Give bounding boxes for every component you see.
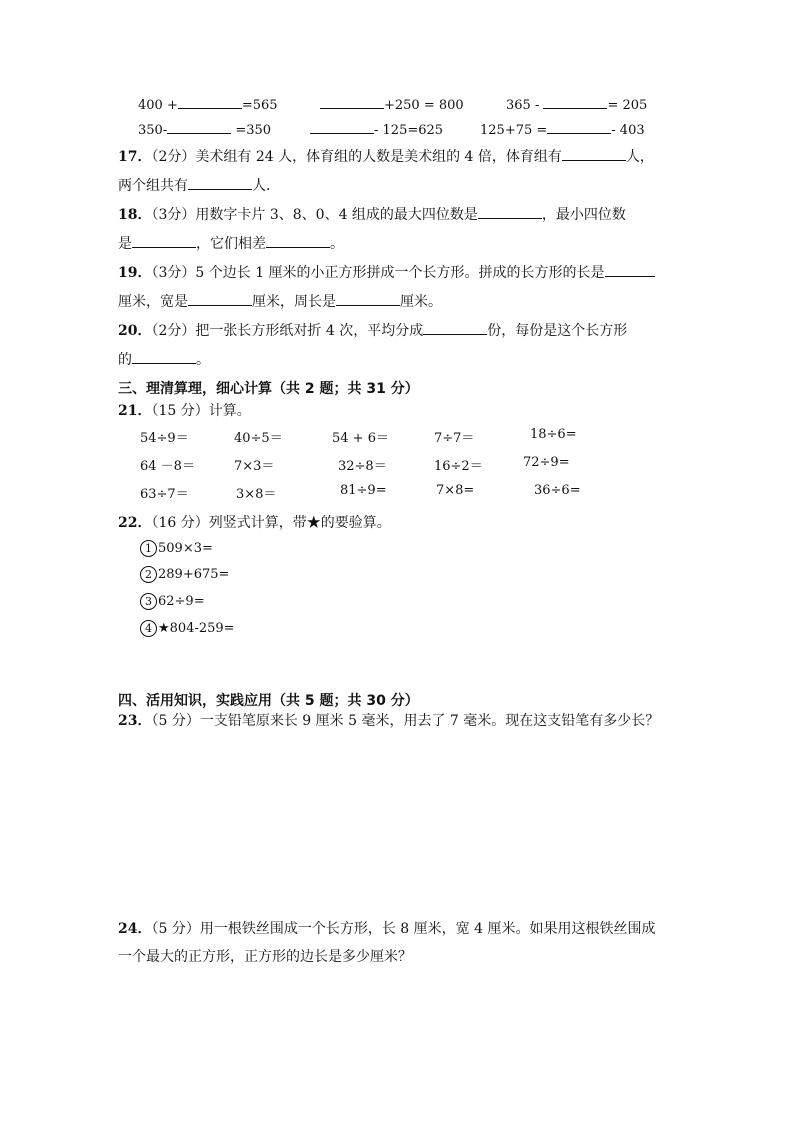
calc-item: 16÷2＝	[434, 459, 483, 474]
question-text: 人，	[625, 149, 654, 165]
eq-text: 350-	[138, 123, 168, 138]
answer-blank[interactable]	[266, 235, 330, 248]
calc-item: 7÷7＝	[434, 431, 475, 446]
eq-text: =565	[241, 98, 278, 113]
calc-item: 81÷9=	[340, 483, 387, 498]
calc-item: 64 －8＝	[140, 459, 195, 474]
question-text: （16 分）列竖式计算，带★的要验算。	[151, 515, 391, 531]
question-21	[118, 400, 251, 420]
question-text: （3分）用数字卡片 3、8、0、4 组成的最大四位数是	[151, 207, 478, 223]
equation-row-2c	[480, 121, 645, 138]
calc-item: 54 + 6＝	[332, 431, 389, 446]
question-text: 的	[118, 352, 132, 368]
eq-text: 365 -	[506, 98, 540, 113]
expression: 289+675=	[158, 567, 230, 582]
question-22	[118, 512, 391, 532]
answer-blank[interactable]	[423, 322, 487, 335]
question-number: 20．	[118, 323, 152, 339]
question-text: 一个最大的正方形，正方形的边长是多少厘米？	[118, 949, 412, 965]
question-24-line-1	[118, 918, 655, 938]
answer-blank[interactable]	[336, 293, 400, 306]
eq-text: 125+75 =	[480, 123, 548, 138]
vertical-calc-3	[140, 593, 205, 610]
answer-blank[interactable]	[562, 148, 626, 161]
eq-text: +250 = 800	[384, 98, 464, 113]
answer-blank[interactable]	[605, 264, 655, 277]
equation-row-2b	[310, 121, 443, 138]
calc-item: 40÷5＝	[234, 431, 283, 446]
vertical-calc-2	[140, 566, 229, 583]
circled-number: 3	[140, 593, 157, 610]
question-17-line-2	[118, 175, 280, 195]
question-19-line-1	[118, 262, 655, 282]
calc-item: 36÷6=	[534, 483, 581, 498]
question-20-line-1	[118, 320, 627, 340]
calc-item: 3×8＝	[236, 487, 277, 502]
question-18-line-2	[118, 233, 344, 253]
circled-number: 4	[140, 620, 157, 637]
question-number: 22．	[118, 515, 152, 531]
section-3-heading: 三、理清算理，细心计算（共 2 题；共 31 分）	[118, 381, 419, 397]
question-number: 19．	[118, 265, 152, 281]
answer-blank[interactable]	[132, 235, 196, 248]
question-number: 24．	[118, 921, 152, 937]
circled-number: 1	[140, 540, 157, 557]
answer-blank[interactable]	[167, 121, 231, 134]
vertical-calc-1	[140, 540, 213, 557]
question-number: 23．	[118, 713, 152, 729]
answer-blank[interactable]	[132, 351, 196, 364]
vertical-calc-4	[140, 620, 235, 637]
question-text: ，它们相差	[196, 236, 266, 252]
answer-blank[interactable]	[547, 121, 611, 134]
question-text: 厘米，宽是	[118, 294, 188, 310]
expression: ★804-259=	[158, 621, 235, 636]
question-23	[118, 710, 659, 730]
calc-item: 54÷9＝	[140, 431, 189, 446]
question-text: 两个组共有	[118, 178, 188, 194]
answer-blank[interactable]	[188, 293, 252, 306]
equation-row-1c	[506, 96, 647, 113]
question-text: 厘米。	[400, 294, 442, 310]
eq-text: = 205	[607, 98, 648, 113]
question-17-line-1	[118, 146, 654, 166]
question-20-line-2	[118, 349, 210, 369]
calc-item: 32÷8＝	[338, 459, 387, 474]
answer-blank[interactable]	[320, 96, 384, 109]
question-18-line-1	[118, 204, 626, 224]
question-text: 是	[118, 236, 132, 252]
eq-text: =350	[231, 123, 272, 138]
question-text: （15 分）计算。	[151, 403, 251, 419]
question-text: （3分）5 个边长 1 厘米的小正方形拼成一个长方形。拼成的长方形的长是	[151, 265, 605, 281]
answer-blank[interactable]	[178, 96, 242, 109]
answer-blank[interactable]	[543, 96, 607, 109]
question-number: 17．	[118, 149, 152, 165]
calc-item: 72÷9=	[523, 455, 570, 470]
equation-row-2	[138, 121, 271, 138]
question-text: （2分）美术组有 24 人，体育组的人数是美术组的 4 倍，体育组有	[151, 149, 562, 165]
answer-blank[interactable]	[478, 206, 542, 219]
question-text: （2分）把一张长方形纸对折 4 次，平均分成	[151, 323, 424, 339]
question-text: 份，每份是这个长方形	[487, 323, 628, 339]
expression: 62÷9=	[158, 594, 205, 609]
answer-blank[interactable]	[310, 121, 374, 134]
equation-row-1b	[320, 96, 464, 113]
question-text: （5 分）一支铅笔原来长 9 厘米 5 毫米，用去了 7 毫米。现在这支铅笔有多少长？	[151, 713, 660, 729]
question-number: 21．	[118, 403, 152, 419]
question-text: ，最小四位数	[541, 207, 626, 223]
answer-blank[interactable]	[188, 177, 252, 190]
question-number: 18．	[118, 207, 152, 223]
calc-item: 7×3＝	[234, 459, 275, 474]
section-4-heading: 四、活用知识，实践应用（共 5 题；共 30 分）	[118, 693, 419, 709]
question-24-line-2	[118, 946, 412, 966]
eq-text: 400 +	[138, 98, 178, 113]
equation-row-1	[138, 96, 278, 113]
question-text: 。	[196, 352, 210, 368]
eq-text: - 403	[611, 123, 645, 138]
calc-item: 7×8=	[436, 483, 475, 498]
expression: 509×3=	[158, 541, 213, 556]
calc-item: 63÷7＝	[140, 487, 189, 502]
circled-number: 2	[140, 566, 157, 583]
question-text: （5 分）用一根铁丝围成一个长方形，长 8 厘米，宽 4 厘米。如果用这根铁丝围成	[151, 921, 656, 937]
question-text: 厘米，周长是	[252, 294, 336, 310]
question-text: 人．	[252, 178, 280, 194]
question-text: 。	[330, 236, 344, 252]
calc-item: 18÷6=	[530, 427, 577, 442]
question-19-line-2	[118, 291, 442, 311]
eq-text: - 125=625	[374, 123, 444, 138]
